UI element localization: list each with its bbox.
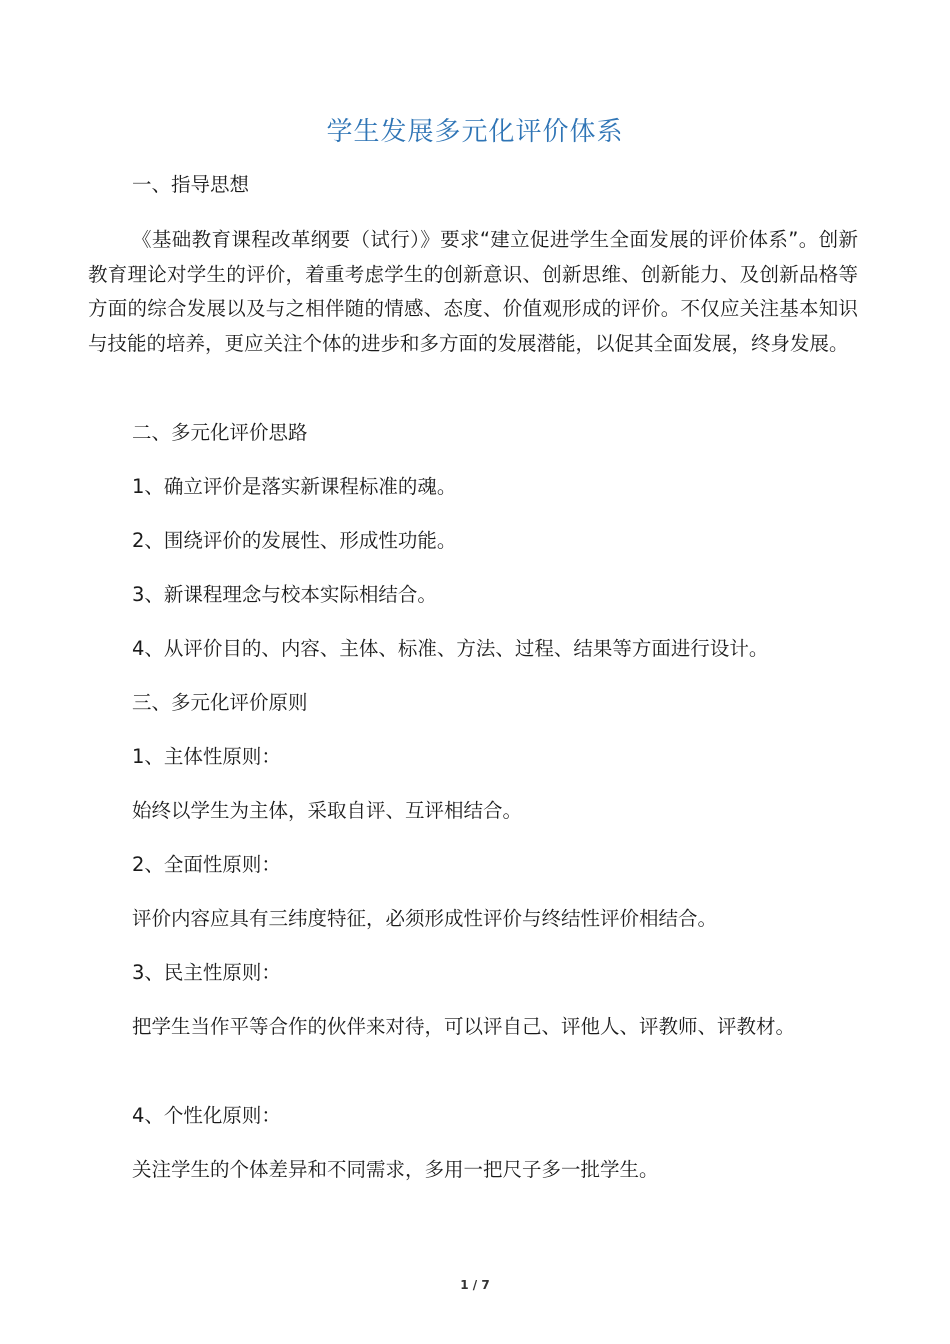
principle-heading-comprehensiveness: 2、全面性原则： <box>132 853 281 876</box>
section-heading-evaluation-principles: 三、多元化评价原则 <box>132 691 308 714</box>
principle-text-subjectivity: 始终以学生为主体，采取自评、互评相结合。 <box>132 799 523 822</box>
list-item: 1、确立评价是落实新课程标准的魂。 <box>132 475 457 498</box>
document-title: 学生发展多元化评价体系 <box>326 117 624 147</box>
principle-text-comprehensiveness: 评价内容应具有三纬度特征，必须形成性评价与终结性评价相结合。 <box>132 907 718 930</box>
list-item: 4、从评价目的、内容、主体、标准、方法、过程、结果等方面进行设计。 <box>132 637 769 660</box>
list-item: 3、新课程理念与校本实际相结合。 <box>132 583 437 606</box>
principle-text-individuality: 关注学生的个体差异和不同需求，多用一把尺子多一批学生。 <box>132 1158 659 1181</box>
paragraph-guiding-idea: 《基础教育课程改革纲要（试行）》要求“建立促进学生全面发展的评价体系”。创新教育理论对学生的评价，着重考虑学生的创新意识、创新思维、创新能力、及创新品格等方面的综合发展以及与之相伴随的情感、态度、价值观形成的评价。不仅应关注基本知识与技能的培养，更应关注个体的进步和多方面的发展潜能，以促其全面发展，终身发展。 <box>88 228 858 355</box>
principle-heading-individuality: 4、个性化原则： <box>132 1104 281 1127</box>
section-heading-evaluation-approach: 二、多元化评价思路 <box>132 421 308 444</box>
section-heading-guiding-idea: 一、指导思想 <box>132 173 250 196</box>
page-number: 1 / 7 <box>460 1278 490 1292</box>
principle-heading-subjectivity: 1、主体性原则： <box>132 745 281 768</box>
list-item: 2、围绕评价的发展性、形成性功能。 <box>132 529 457 552</box>
principle-text-democracy: 把学生当作平等合作的伙伴来对待，可以评自己、评他人、评教师、评教材。 <box>132 1015 796 1038</box>
principle-heading-democracy: 3、民主性原则： <box>132 961 281 984</box>
